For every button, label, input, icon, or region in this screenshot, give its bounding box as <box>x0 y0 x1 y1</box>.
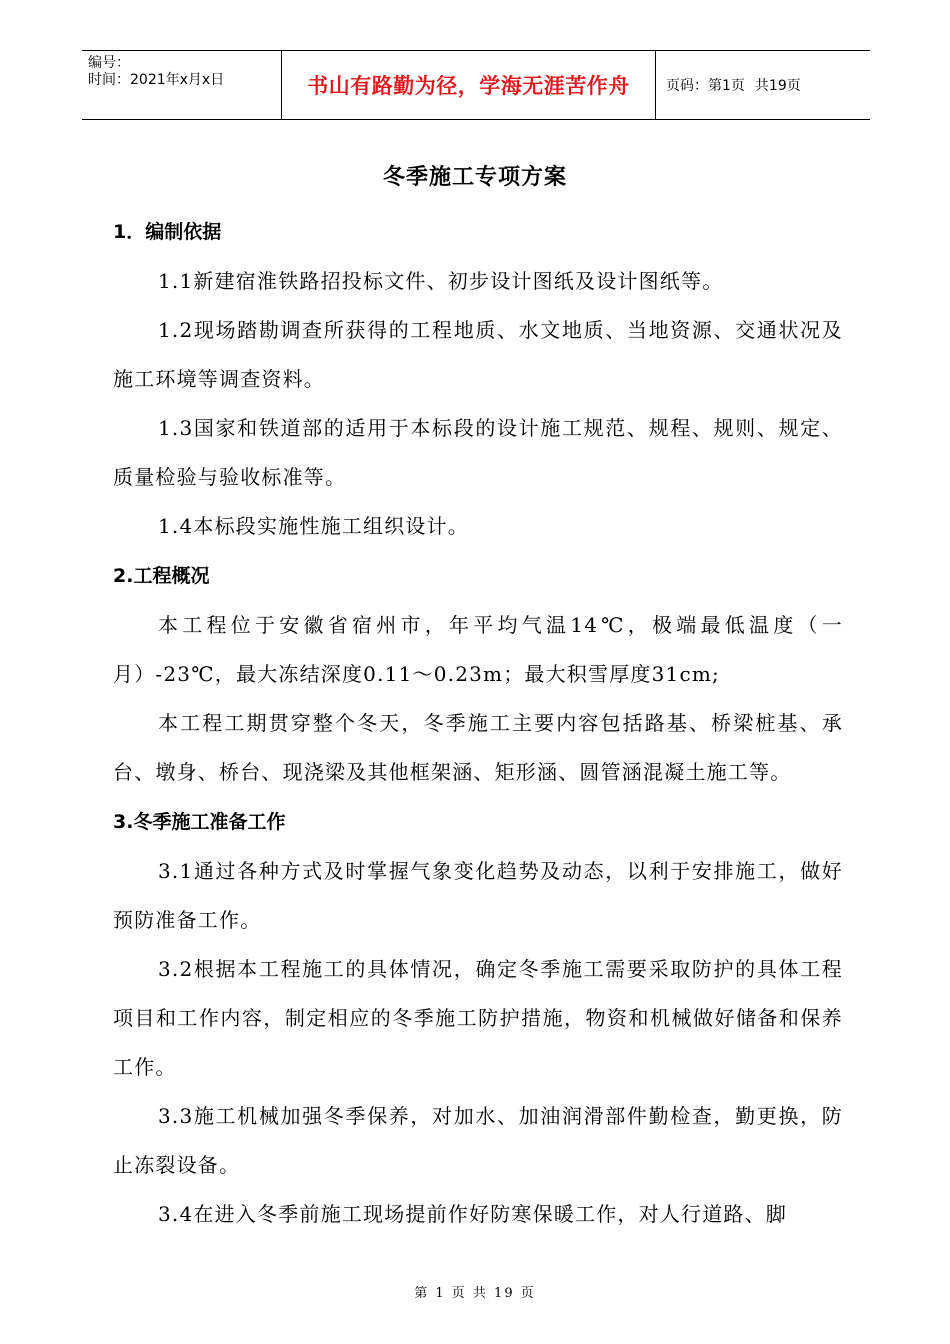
header-page-info <box>656 51 870 119</box>
paragraph: 1.4本标段实施性施工组织设计。 <box>158 514 470 538</box>
paragraph: 1.3国家和铁道部的适用于本标段的设计施工规范、规程、规则、规定、质量检验与验收标准等。 <box>113 416 843 489</box>
paragraph: 3.2根据本工程施工的具体情况，确定冬季施工需要采取防护的具体工程项目和工作内容，制定相应的冬季施工防护措施，物资和机械做好储备和保养工作。 <box>113 957 843 1079</box>
section-heading: 3.冬季施工准备工作 <box>113 811 286 833</box>
paragraph: 1.2现场踏勘调查所获得的工程地质、水文地质、当地资源、交通状况及施工环境等调查资料。 <box>113 318 843 391</box>
section <box>113 797 843 1239</box>
header-meta <box>82 51 282 119</box>
page-footer: 第 1 页 共 19 页 <box>414 1286 536 1301</box>
document-body <box>113 207 843 1239</box>
paragraph: 3.3施工机械加强冬季保养，对加水、加油润滑部件勤检查，勤更换，防止冻裂设备。 <box>113 1104 843 1177</box>
paragraph: 3.1通过各种方式及时掌握气象变化趋势及动态，以利于安排施工，做好预防准备工作。 <box>113 859 843 932</box>
paragraph: 本工程位于安徽省宿州市，年平均气温14℃，极端最低温度（一月）-23℃，最大冻结深度0.11～0.23m；最大积雪厚度31cm; <box>113 613 843 686</box>
section <box>113 551 843 797</box>
paragraph: 本工程工期贯穿整个冬天，冬季施工主要内容包括路基、桥梁桩基、承台、墩身、桥台、现浇梁及其他框架涵、矩形涵、圆管涵混凝土施工等。 <box>113 711 843 784</box>
header-motto: 书山有路勤为径，学海无涯苦作舟 <box>282 51 656 119</box>
page-number-label: 页码：第1页 <box>666 78 745 94</box>
section-heading: 1．编制依据 <box>113 221 222 243</box>
page-header <box>82 50 870 120</box>
paragraph: 3.4在进入冬季前施工现场提前作好防寒保暖工作，对人行道路、脚 <box>158 1202 788 1226</box>
section-heading: 2.工程概况 <box>113 565 210 587</box>
document-number-label: 编号： <box>88 55 130 71</box>
document-title: 冬季施工专项方案 <box>382 165 567 190</box>
section <box>113 207 843 551</box>
paragraph: 1.1新建宿淮铁路招投标文件、初步设计图纸及设计图纸等。 <box>158 269 724 293</box>
page-total-label: 共19页 <box>754 78 801 94</box>
document-time-label: 时间：2021年x月x日 <box>88 72 225 88</box>
